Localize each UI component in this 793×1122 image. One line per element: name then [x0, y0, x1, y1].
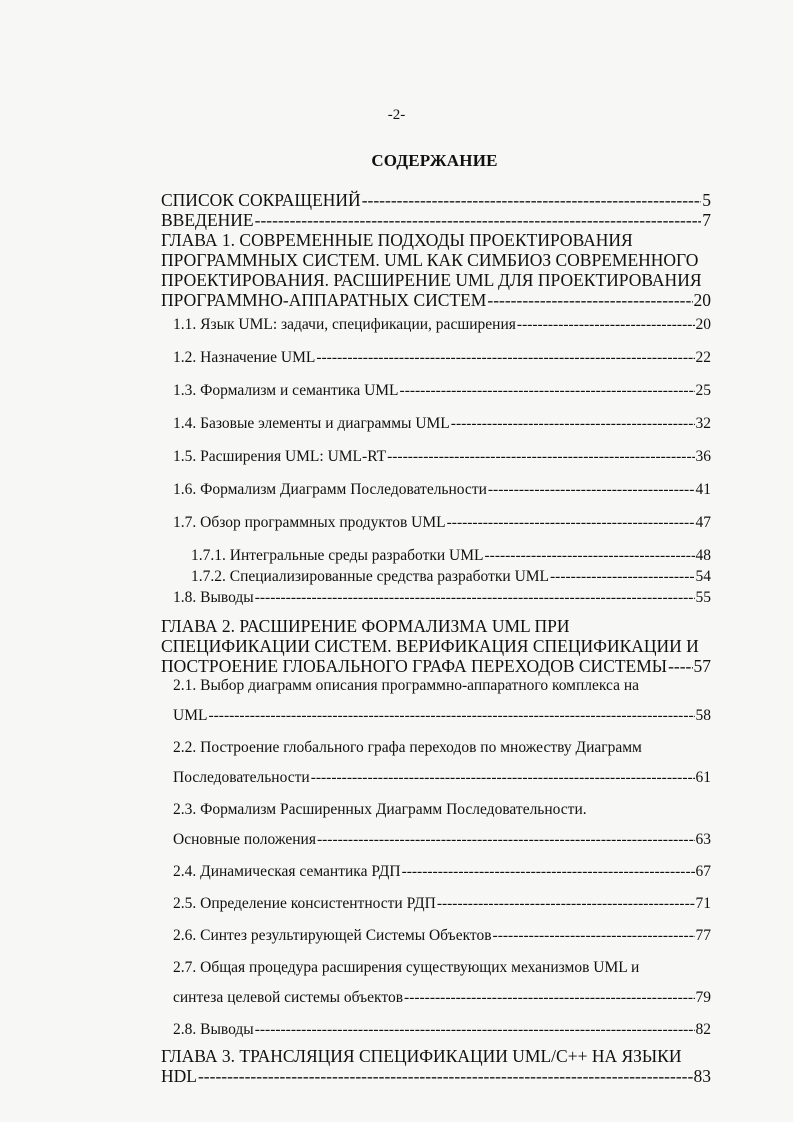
toc-entry-1-5[interactable]: 1.5. Расширения UML: UML-RT ----- 36	[161, 448, 711, 466]
page-ref: 36	[695, 448, 711, 465]
toc-entry-1-6[interactable]: 1.6. Формализм Диаграмм Последовательности ----- 41	[161, 481, 711, 499]
toc-entry-1-7-2[interactable]: 1.7.2. Специализированные средства разработки UML ----- 54	[161, 568, 711, 586]
toc-entry-1-1[interactable]: 1.1. Язык UML: задачи, спецификации, расширения ----- 20	[161, 316, 711, 334]
toc-entry-1-2[interactable]: 1.2. Назначение UML ----- 22	[161, 349, 711, 367]
toc-entry-1-7-1[interactable]: 1.7.1. Интегральные среды разработки UML ----- 48	[161, 547, 711, 565]
toc-entry-1-8[interactable]: 1.8. Выводы ----- 55	[161, 589, 711, 607]
toc-entry-1-7[interactable]: 1.7. Обзор программных продуктов UML ----- 47	[161, 514, 711, 532]
toc-entry-2-4[interactable]: 2.4. Динамическая семантика РДП ----- 67	[161, 863, 711, 881]
page-ref: 20	[693, 290, 711, 310]
toc-entry-chapter-1[interactable]: ГЛАВА 1. СОВРЕМЕННЫЕ ПОДХОДЫ ПРОЕКТИРОВАНИЯ ПРОГРАММНЫХ СИСТЕМ. UML КАК СИМБИОЗ СОВРЕМЕННОГО ПРОЕКТИРОВАНИЯ. РАСШИРЕНИЕ UML ДЛЯ ПРОЕКТИРОВАНИЯ ПРОГРАММНО-АППАРАТНЫХ СИСТЕМ ----- 20	[161, 230, 711, 310]
page-ref: 32	[695, 415, 711, 432]
page-ref: 20	[695, 316, 711, 333]
page-ref: 79	[695, 989, 711, 1006]
toc-entry-2-3[interactable]: 2.3. Формализм Расширенных Диаграмм Последовательности. Основные положения ----- 63	[161, 801, 711, 849]
toc-entry-2-6[interactable]: 2.6. Синтез результирующей Системы Объектов ----- 77	[161, 927, 711, 945]
page-ref: 82	[695, 1021, 711, 1038]
page-ref: 41	[695, 481, 711, 498]
toc-entry-2-1[interactable]: 2.1. Выбор диаграмм описания программно-аппаратного комплекса на UML ----- 58	[161, 677, 711, 725]
page-ref: 83	[693, 1066, 711, 1086]
page-ref: 22	[695, 349, 711, 366]
page-ref: 7	[702, 210, 711, 230]
page-ref: 25	[695, 382, 711, 399]
page-ref: 61	[695, 769, 711, 786]
toc-entry-1-3[interactable]: 1.3. Формализм и семантика UML ----- 25	[161, 382, 711, 400]
toc-entry-1-4[interactable]: 1.4. Базовые элементы и диаграммы UML ----- 32	[161, 415, 711, 433]
page-ref: 57	[693, 656, 711, 676]
toc-entry-chapter-3[interactable]: ГЛАВА 3. ТРАНСЛЯЦИЯ СПЕЦИФИКАЦИИ UML/C++ НА ЯЗЫКИ HDL ----- 83	[161, 1046, 711, 1086]
page-ref: 71	[695, 895, 711, 912]
toc-entry-2-5[interactable]: 2.5. Определение консистентности РДП ----- 71	[161, 895, 711, 913]
page-ref: 63	[695, 831, 711, 848]
toc-entry-2-8[interactable]: 2.8. Выводы ----- 82	[161, 1021, 711, 1039]
page-ref: 77	[695, 927, 711, 944]
toc-entry-introduction[interactable]: ВВЕДЕНИЕ ----- 7	[161, 210, 711, 230]
page-ref: 67	[695, 863, 711, 880]
page-ref: 55	[695, 589, 711, 606]
toc-entry-chapter-2[interactable]: ГЛАВА 2. РАСШИРЕНИЕ ФОРМАЛИЗМА UML ПРИ СПЕЦИФИКАЦИИ СИСТЕМ. ВЕРИФИКАЦИЯ СПЕЦИФИКАЦИИ И ПОСТРОЕНИЕ ГЛОБАЛЬНОГО ГРАФА ПЕРЕХОДОВ СИСТЕМЫ ----- 57	[161, 616, 711, 676]
page-ref: 58	[695, 707, 711, 724]
page-ref: 54	[695, 568, 711, 585]
toc-entry-2-7[interactable]: 2.7. Общая процедура расширения существующих механизмов UML и синтеза целевой системы объектов ----- 79	[161, 959, 711, 1007]
toc-entry-2-2[interactable]: 2.2. Построение глобального графа переходов по множеству Диаграмм Последовательности ----- 61	[161, 739, 711, 787]
toc-entry-abbreviations[interactable]: СПИСОК СОКРАЩЕНИЙ ----- 5	[161, 190, 711, 210]
page-title: СОДЕРЖАНИЕ	[371, 151, 498, 170]
page-ref: 47	[695, 514, 711, 531]
page-ref: 5	[702, 190, 711, 210]
page-ref: 48	[695, 547, 711, 564]
table-of-contents	[161, 190, 711, 1086]
page-number: -2-	[387, 107, 406, 123]
